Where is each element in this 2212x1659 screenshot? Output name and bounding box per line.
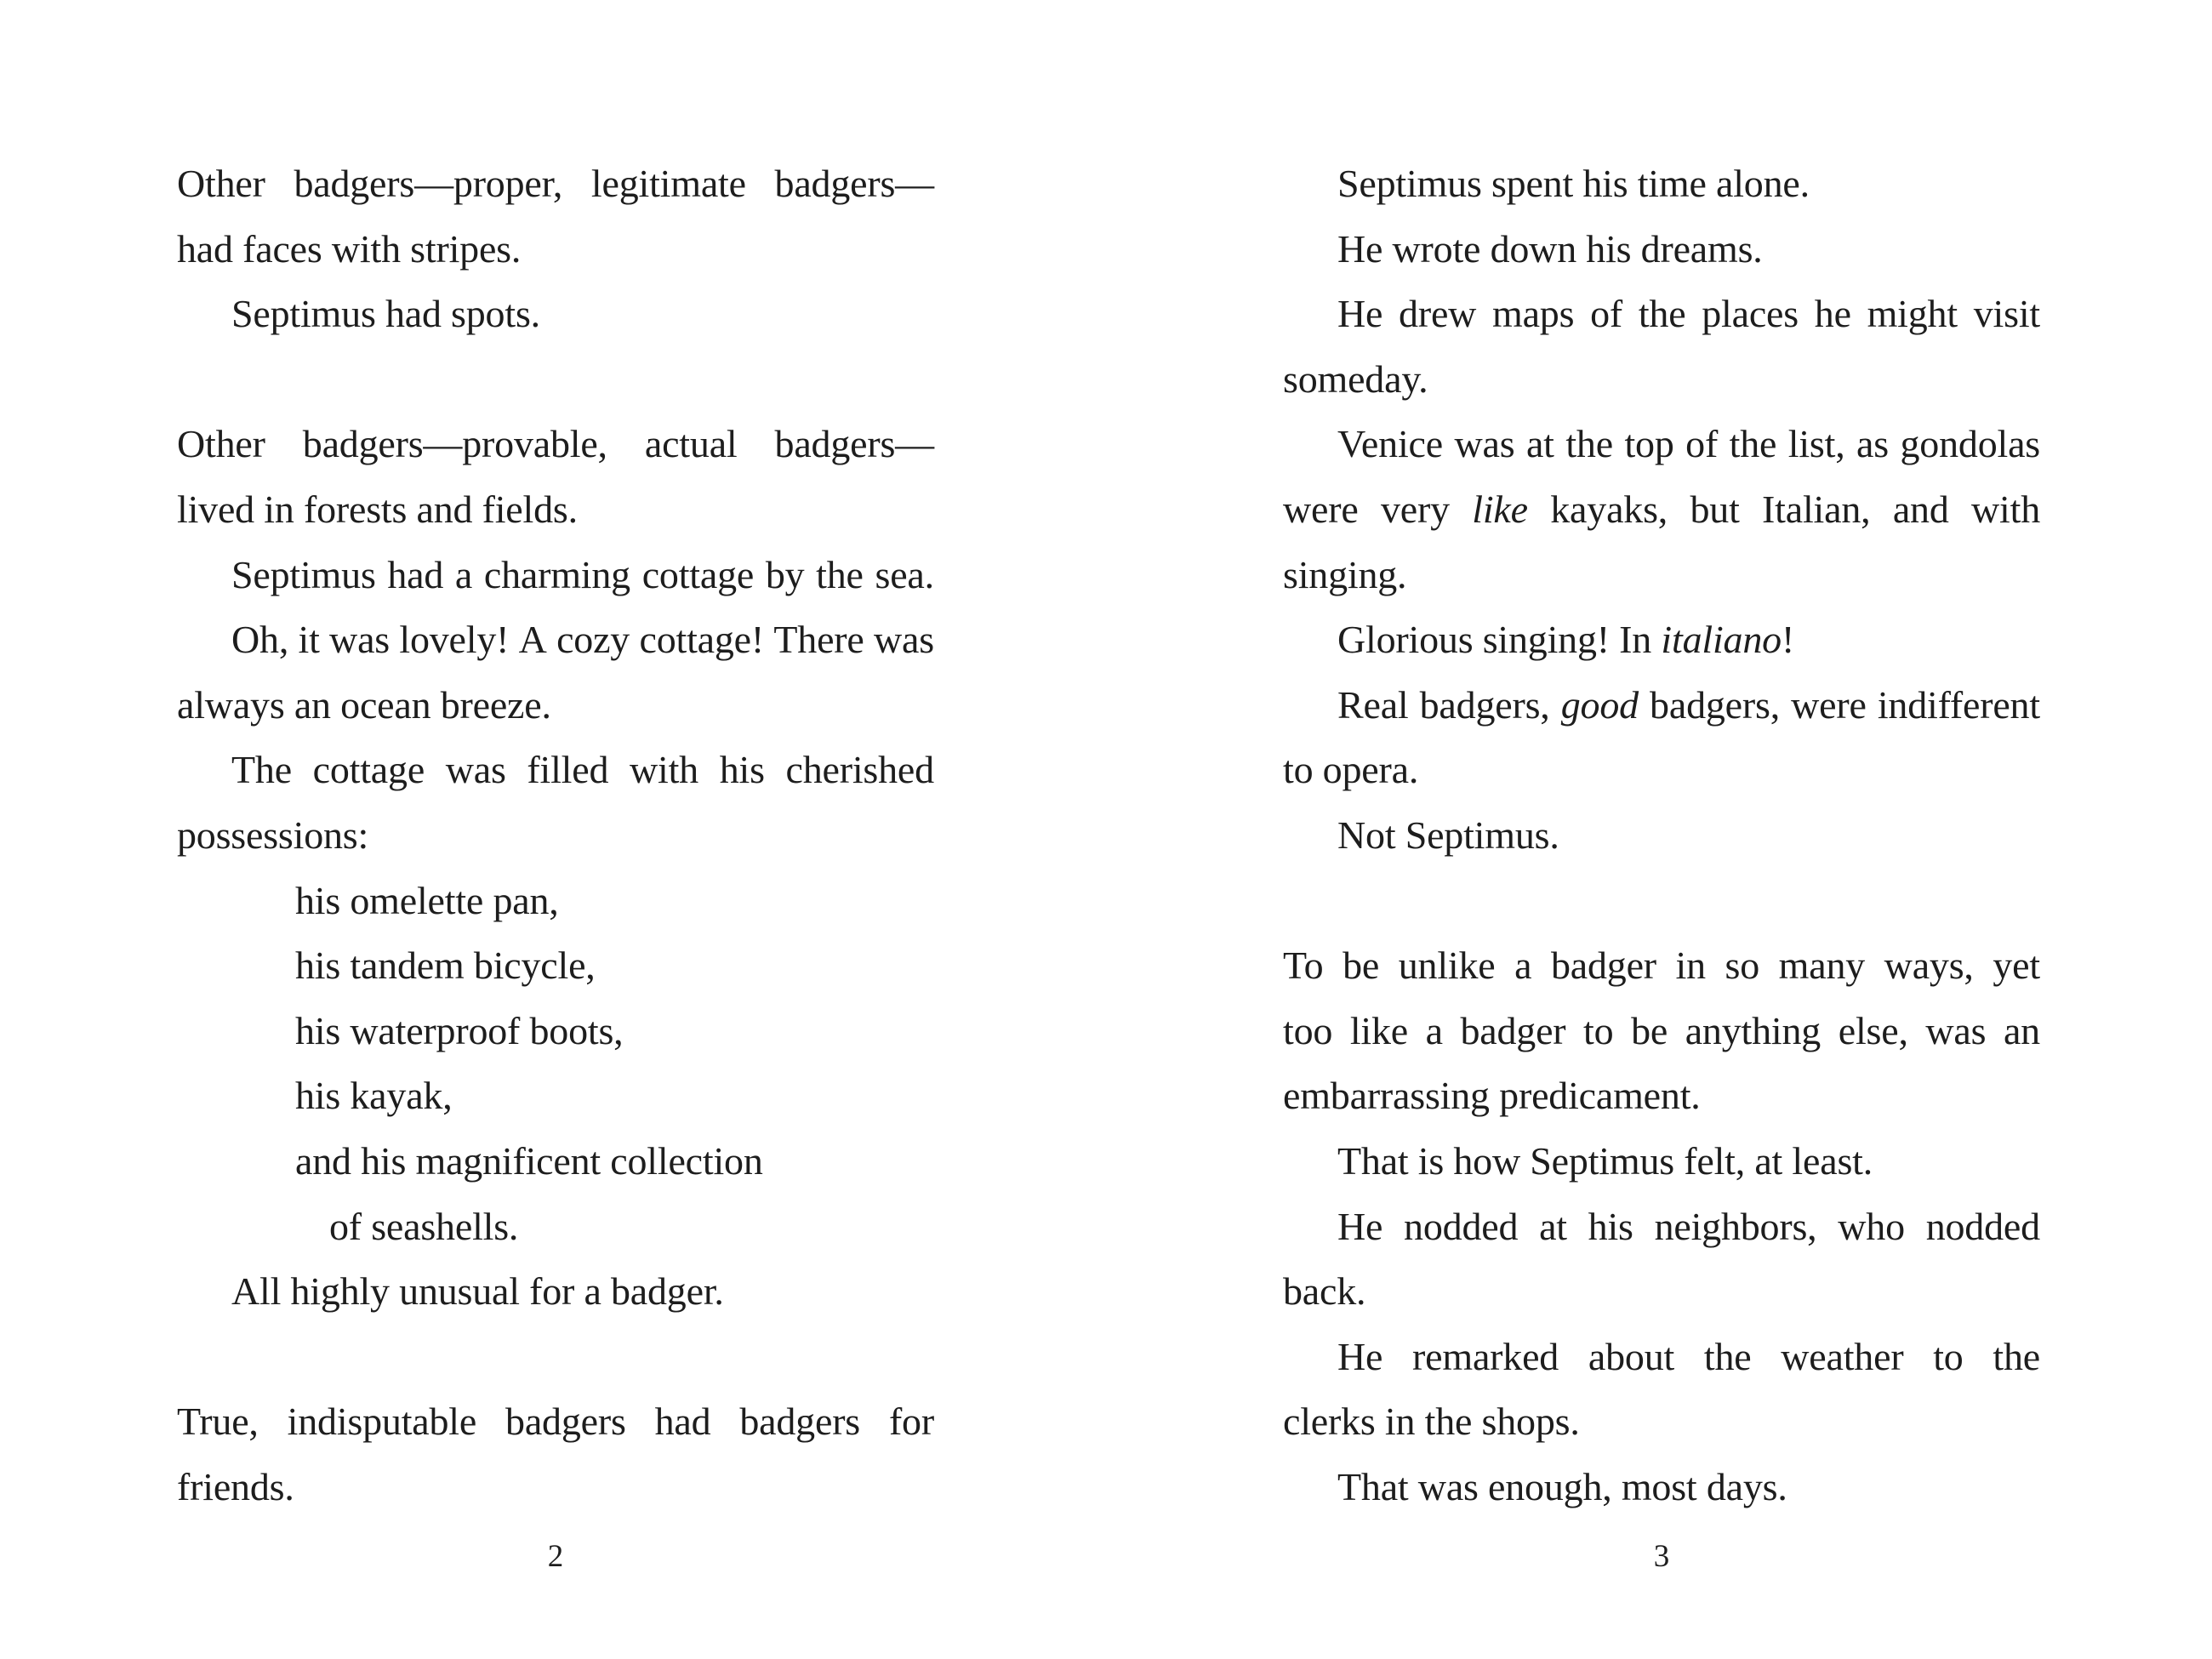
text-line [1283, 151, 2040, 217]
word: Real [1337, 682, 1409, 727]
text-line [1283, 1194, 2040, 1260]
text-segment: italiano [1661, 618, 1782, 662]
text-line [1283, 217, 2040, 282]
text-segment: possessions: [177, 812, 369, 857]
text-line [1283, 543, 2040, 608]
text-segment: lived in forests and fields. [177, 487, 578, 531]
page-left-text [177, 151, 934, 1519]
text-segment: He wrote down his dreams. [1337, 226, 1763, 271]
word: Italian, [1762, 487, 1871, 531]
word: lovely! [399, 618, 510, 662]
word: There [773, 618, 864, 662]
text-segment: and his magnificent collection [295, 1138, 763, 1183]
text-segment: ! [1781, 618, 1795, 662]
word: he [1814, 292, 1851, 336]
word: badgers [739, 1400, 861, 1444]
word: a [1425, 1008, 1443, 1052]
word: many [1778, 944, 1866, 988]
word: indifferent [1877, 682, 2040, 727]
text-line [1283, 933, 2040, 999]
word: charming [483, 552, 630, 596]
word: had [387, 552, 444, 596]
text-segment: singing. [1283, 552, 1407, 596]
word: was [329, 618, 390, 662]
text-line [1283, 477, 2040, 543]
text-line [1283, 347, 2040, 413]
text-line [1283, 1325, 2040, 1390]
word: neighbors, [1654, 1204, 1817, 1248]
word: else, [1838, 1008, 1908, 1052]
word: his [1588, 1204, 1633, 1248]
text-segment: of seashells. [329, 1204, 519, 1248]
text-line [177, 1129, 934, 1194]
word: with [1971, 487, 2040, 531]
word: so [1725, 944, 1760, 988]
text-segment: friends. [177, 1464, 294, 1508]
text-segment: Glorious singing! In [1337, 618, 1662, 662]
word: might [1867, 292, 1958, 336]
blank-line [177, 1325, 934, 1390]
word: indisputable [287, 1400, 477, 1444]
text-line [1283, 1259, 2040, 1325]
text-segment: to opera. [1283, 748, 1419, 792]
word: the [1565, 422, 1613, 466]
word: of [1685, 422, 1719, 466]
word: anything [1685, 1008, 1821, 1052]
text-segment: Septimus had spots. [231, 292, 540, 336]
page-right-number: 3 [1653, 1539, 1670, 1574]
word: at [1525, 422, 1554, 466]
page-left-number: 2 [547, 1539, 564, 1574]
word: be [1631, 1008, 1668, 1052]
word: as [1856, 422, 1889, 466]
text-segment: someday. [1283, 356, 1428, 401]
word: sea. [875, 552, 934, 596]
text-segment: embarrassing predicament. [1283, 1074, 1701, 1118]
text-segment: Not Septimus. [1337, 812, 1559, 857]
word: nodded [1404, 1204, 1519, 1248]
word: The [231, 748, 292, 792]
word: Other [177, 162, 265, 205]
word: cozy [556, 618, 630, 662]
text-line [1283, 673, 2040, 738]
word: top [1624, 422, 1674, 466]
text-segment: always an ocean breeze. [177, 682, 551, 727]
word: badgers— [774, 162, 934, 205]
word: filled [527, 748, 609, 792]
text-line [1283, 282, 2040, 347]
text-line [1283, 1129, 2040, 1194]
word: the [816, 552, 864, 596]
word: badgers— [774, 422, 934, 466]
word: A [518, 618, 547, 662]
word: badgers, [1419, 682, 1550, 727]
text-line [177, 607, 934, 673]
word: it [298, 618, 320, 662]
word: was [445, 748, 506, 792]
word: badgers—provable, [302, 422, 607, 466]
text-line [1283, 738, 2040, 803]
word: cherished [785, 748, 934, 792]
text-line [1283, 1063, 2040, 1129]
word: but [1690, 487, 1740, 531]
word: Other [177, 422, 265, 466]
word: legitimate [590, 162, 746, 205]
word: list, [1787, 422, 1845, 466]
word: his [719, 748, 765, 792]
word: badger [1460, 1008, 1566, 1052]
text-line [1283, 412, 2040, 477]
word: maps [1492, 292, 1575, 336]
word: at [1539, 1204, 1567, 1248]
word: too [1283, 1008, 1333, 1052]
word: who [1838, 1204, 1905, 1248]
text-line [177, 217, 934, 282]
text-segment: That is how Septimus felt, at least. [1337, 1138, 1873, 1183]
word: a [1514, 944, 1532, 988]
text-line [1283, 1455, 2040, 1520]
word: drew [1399, 292, 1477, 336]
text-line [1283, 1389, 2040, 1455]
word: to [1583, 1008, 1614, 1052]
text-line [177, 1259, 934, 1325]
word: were [1791, 682, 1867, 727]
word: badgers [505, 1400, 626, 1444]
word: badgers—proper, [294, 162, 563, 205]
text-line [1283, 999, 2040, 1064]
word: the [1638, 292, 1686, 336]
word: about [1588, 1334, 1675, 1378]
text-segment: his tandem bicycle, [295, 944, 596, 988]
text-line [177, 1194, 934, 1260]
text-segment: back. [1283, 1269, 1366, 1314]
blank-line [1283, 869, 2040, 934]
word: of [1590, 292, 1623, 336]
word: with [630, 748, 698, 792]
text-line [177, 151, 934, 217]
text-line [177, 673, 934, 738]
text-segment: That was enough, most days. [1337, 1464, 1787, 1508]
word: was [874, 618, 934, 662]
word: He [1337, 1204, 1383, 1248]
text-line [177, 738, 934, 803]
text-line [177, 1455, 934, 1520]
word: unlike [1398, 944, 1496, 988]
word: badger [1550, 944, 1656, 988]
word: nodded [1925, 1204, 2040, 1248]
word: like [1472, 487, 1528, 531]
text-line [177, 869, 934, 934]
word: a [454, 552, 473, 596]
word: actual [644, 422, 738, 466]
word: cottage! [639, 618, 765, 662]
word: Septimus [231, 552, 376, 596]
word: and [1892, 487, 1949, 531]
word: places [1702, 292, 1799, 336]
word: was [1454, 422, 1515, 466]
blank-line [177, 347, 934, 413]
word: in [1675, 944, 1706, 988]
word: Oh, [231, 618, 289, 662]
text-line [177, 803, 934, 869]
word: to [1933, 1334, 1964, 1378]
word: He [1337, 1334, 1383, 1378]
text-segment: his waterproof boots, [295, 1008, 624, 1052]
word: yet [1993, 944, 2040, 988]
word: True, [177, 1400, 259, 1444]
text-line [177, 477, 934, 543]
text-line [177, 543, 934, 608]
word: by [765, 552, 805, 596]
word: the [1703, 1334, 1752, 1378]
text-line [177, 412, 934, 477]
text-line [1283, 803, 2040, 869]
word: badgers, [1650, 682, 1781, 727]
word: be [1343, 944, 1380, 988]
text-line [177, 282, 934, 347]
word: remarked [1412, 1334, 1559, 1378]
word: cottage [312, 748, 425, 792]
text-segment: clerks in the shops. [1283, 1400, 1580, 1444]
word: Venice [1337, 422, 1443, 466]
word: kayaks, [1550, 487, 1668, 531]
word: gondolas [1900, 422, 2040, 466]
word: the [1993, 1334, 2040, 1378]
word: was [1925, 1008, 1987, 1052]
word: for [888, 1400, 934, 1444]
word: had [654, 1400, 711, 1444]
page-right-text [1283, 151, 2040, 1519]
word: an [2003, 1008, 2040, 1052]
text-segment: Septimus spent his time alone. [1337, 162, 1810, 205]
word: weather [1781, 1334, 1904, 1378]
word: the [1729, 422, 1777, 466]
text-segment: All highly unusual for a badger. [231, 1269, 724, 1314]
word: visit [1973, 292, 2040, 336]
word: very [1380, 487, 1450, 531]
word: ways, [1884, 944, 1974, 988]
text-line [177, 999, 934, 1064]
text-segment: had faces with stripes. [177, 226, 522, 271]
text-line [177, 1389, 934, 1455]
word: like [1349, 1008, 1408, 1052]
word: were [1283, 487, 1359, 531]
word: He [1337, 292, 1383, 336]
word: cottage [641, 552, 755, 596]
text-segment: his kayak, [295, 1074, 453, 1118]
text-line [177, 933, 934, 999]
word: good [1560, 682, 1639, 727]
text-line [177, 1063, 934, 1129]
word: To [1283, 944, 1324, 988]
text-line [1283, 607, 2040, 673]
text-segment: his omelette pan, [295, 878, 559, 922]
